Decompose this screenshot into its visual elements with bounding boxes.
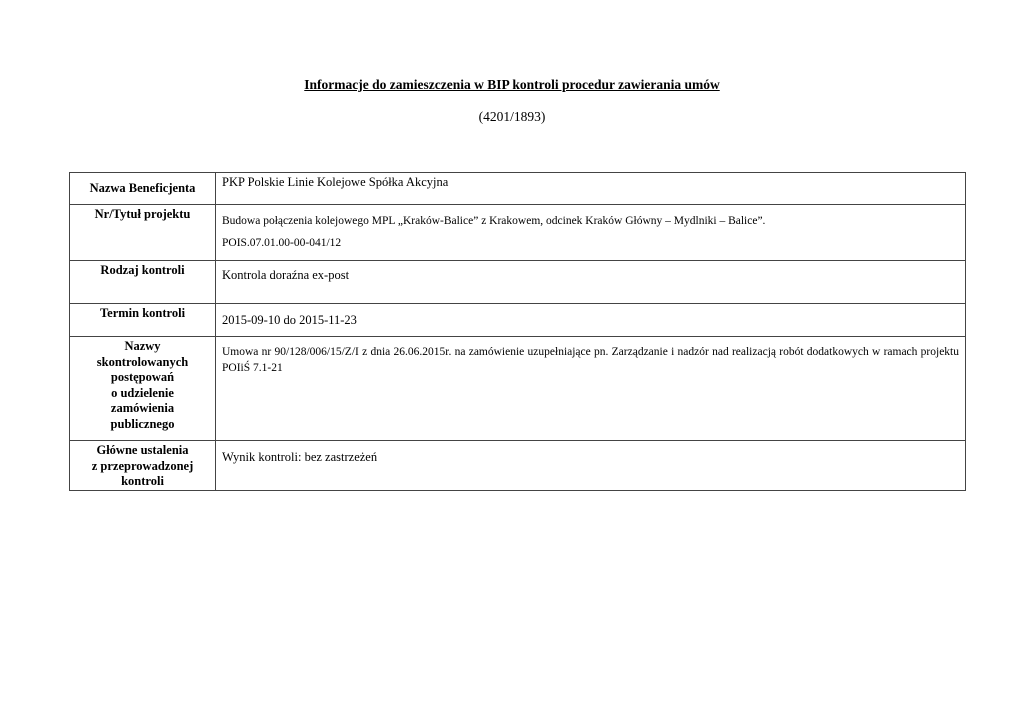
- value-glowne-ustalenia: [216, 441, 966, 491]
- value-nazwa-beneficjenta: [216, 173, 966, 205]
- label-text: Nr/Tytuł projektu: [94, 207, 191, 221]
- label-rodzaj-kontroli: [70, 261, 216, 304]
- table-row-termin: [70, 304, 966, 337]
- value-text: Umowa nr 90/128/006/15/Z/I z dnia 26.06.2015r. na zamówienie uzupełniające pn. Zarządzanie i nadzór nad realizacją robót dodatkowych w ramach projektu POIiŚ 7.1-21: [222, 346, 959, 374]
- label-line: zamówienia: [110, 401, 175, 415]
- value-text: 2015-09-10 do 2015-11-23: [222, 313, 357, 327]
- document-title: Informacje do zamieszczenia w BIP kontroli procedur zawierania umów: [304, 77, 720, 92]
- label-line: kontroli: [121, 474, 164, 488]
- value-postepowania: [216, 337, 966, 441]
- label-line: publicznego: [110, 416, 175, 431]
- label-text: Termin kontroli: [99, 306, 186, 320]
- document-number: (4201/1893): [478, 109, 546, 124]
- value-termin-kontroli: [216, 304, 966, 337]
- value-text: Budowa połączenia kolejowego MPL „Kraków-Balice” z Krakowem, odcinek Kraków Główny – Mydlniki – Balice”.: [222, 215, 766, 227]
- table-row-rodzaj: [70, 261, 966, 304]
- value-rodzaj-kontroli: [216, 261, 966, 304]
- table-row-ustalenia: [70, 441, 966, 491]
- label-nazwa-beneficjenta: [70, 173, 216, 205]
- label-nazwy-postepowan: [70, 337, 216, 441]
- table-row-projekt: [70, 205, 966, 261]
- label-nr-tytul-projektu: [70, 205, 216, 261]
- label-line: z przeprowadzonej: [91, 458, 194, 473]
- value-text: Wynik kontroli: bez zastrzeżeń: [222, 450, 378, 464]
- label-text: Rodzaj kontroli: [100, 263, 185, 277]
- label-line: skontrolowanych: [96, 354, 189, 369]
- label-termin-kontroli: [70, 304, 216, 337]
- label-glowne-ustalenia: [70, 441, 216, 491]
- value-text: PKP Polskie Linie Kolejowe Spółka Akcyjna: [222, 175, 449, 189]
- project-code: POIS.07.01.00-00-041/12: [222, 236, 342, 249]
- value-text: Kontrola doraźna ex-post: [222, 268, 350, 282]
- label-line: Główne ustalenia: [96, 443, 189, 457]
- control-info-table: [69, 172, 966, 491]
- label-line: postępowań: [110, 370, 175, 384]
- table-row-beneficjent: [70, 173, 966, 205]
- label-text: Nazwa Beneficjenta: [89, 181, 196, 195]
- label-line: o udzielenie: [111, 385, 174, 400]
- table-row-postepowania: [70, 337, 966, 441]
- label-line: Nazwy: [124, 339, 161, 353]
- value-projekt: [216, 205, 966, 261]
